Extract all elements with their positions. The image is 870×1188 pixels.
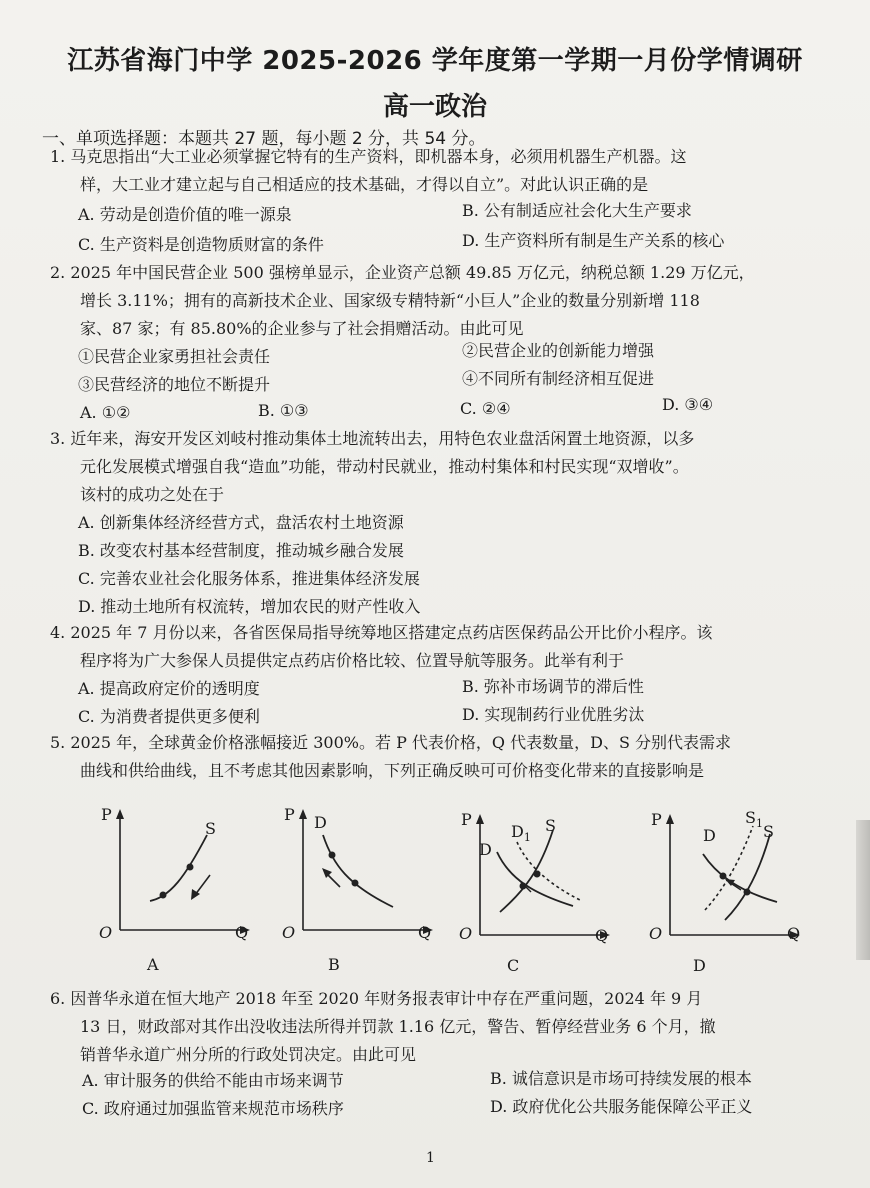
q3-option-a: A. 创新集体经济经营方式，盘活农村土地资源 [78, 513, 404, 532]
diagram-b-caption: B [328, 955, 340, 974]
diagram-d-s1-subscript: 1 [755, 817, 763, 831]
q2-option-b: B. ①③ [258, 401, 309, 420]
q1-option-c: C. 生产资料是创造物质财富的条件 [78, 235, 324, 254]
diagram-c-d1-letter: D [511, 822, 524, 841]
diagram-d [645, 808, 815, 975]
q4-option-c: C. 为消费者提供更多便利 [78, 707, 260, 726]
q2-stem-line-3: 家、87 家；有 85.80%的企业参与了社会捐赠活动。由此可见 [80, 319, 524, 338]
q2-stem-line-1: 2. 2025 年中国民营企业 500 强榜单显示，企业资产总额 49.85 万亿元，纳税总额 1.29 万亿元， [50, 263, 755, 282]
q2-option-c: C. ②④ [460, 399, 511, 418]
diagram-d-origin-label: O [649, 924, 663, 943]
diagram-b-q-label: Q [418, 923, 432, 942]
diagram-a [95, 805, 265, 974]
q4-option-a: A. 提高政府定价的透明度 [78, 679, 260, 698]
q3-option-d: D. 推动土地所有权流转，增加农民的财产性收入 [78, 597, 421, 616]
diagram-d-s1-label [745, 808, 763, 830]
page-number: 1 [426, 1150, 435, 1166]
diagram-d-p-label: P [651, 810, 662, 829]
diagram-c-q-label: Q [595, 926, 609, 945]
q3-stem-line-3: 该村的成功之处在于 [80, 485, 225, 504]
q2-item-1: ①民营企业家勇担社会责任 [78, 347, 271, 366]
q6-option-b: B. 诚信意识是市场可持续发展的根本 [490, 1069, 752, 1088]
q2-option-a: A. ①② [80, 403, 131, 422]
q3-stem-line-1: 3. 近年来，海安开发区刘岐村推动集体土地流转出去，用特色农业盘活闲置土地资源，以多 [50, 429, 695, 448]
q2-stem-line-2: 增长 3.11%；拥有的高新技术企业、国家级专精特新“小巨人”企业的数量分别新增 118 [80, 291, 700, 310]
q6-option-a: A. 审计服务的供给不能由市场来调节 [82, 1071, 344, 1090]
diagram-c-caption: C [507, 956, 520, 975]
q4-option-b: B. 弥补市场调节的滞后性 [462, 677, 644, 696]
q2-option-d: D. ③④ [662, 395, 714, 414]
q2-item-3: ③民营经济的地位不断提升 [78, 375, 271, 394]
diagram-c-p-label: P [461, 810, 472, 829]
q5-stem-line-1: 5. 2025 年，全球黄金价格涨幅接近 300%。若 P 代表价格，Q 代表数量，D、S 分别代表需求 [50, 733, 732, 752]
section-heading: 一、单项选择题：本题共 27 题，每小题 2 分，共 54 分。 [42, 129, 486, 149]
diagram-b-origin-label: O [282, 923, 296, 942]
q1-option-a: A. 劳动是创造价值的唯一源泉 [78, 205, 292, 224]
q1-stem-line-1: 1. 马克思指出“大工业必须掌握它特有的生产资料，即机器本身，必须用机器生产机器。这 [50, 147, 687, 166]
diagram-c-d1-subscript: 1 [523, 831, 531, 845]
q6-option-c: C. 政府通过加强监管来规范市场秩序 [82, 1099, 344, 1118]
diagram-c-s-label: S [545, 816, 556, 835]
q4-stem-line-2: 程序将为广大参保人员提供定点药店价格比较、位置导航等服务。此举有利于 [80, 651, 625, 670]
diagram-d-caption: D [693, 956, 706, 975]
page-edge-shadow [856, 820, 870, 960]
q1-option-b: B. 公有制适应社会化大生产要求 [462, 201, 692, 220]
diagram-a-origin-label: O [99, 923, 113, 942]
diagram-d-s1-letter: S [745, 808, 756, 827]
q6-stem-line-1: 6. 因普华永道在恒大地产 2018 年至 2020 年财务报表审计中存在严重问题，2024 年 9 月 [50, 989, 703, 1008]
diagram-c-d-label: D [479, 840, 492, 859]
q4-stem-line-1: 4. 2025 年 7 月份以来，各省医保局指导统筹地区搭建定点药店医保药品公开比价小程序。该 [50, 623, 713, 642]
diagram-d-d-label: D [703, 826, 716, 845]
q3-option-c: C. 完善农业社会化服务体系，推进集体经济发展 [78, 569, 420, 588]
q6-option-d: D. 政府优化公共服务能保障公平正义 [490, 1097, 753, 1116]
diagram-c [455, 810, 625, 975]
q3-stem-line-2: 元化发展模式增强自我“造血”功能，带动村民就业，推动村集体和村民实现“双增收”。 [80, 457, 689, 476]
diagram-a-s-label: S [205, 819, 216, 838]
diagram-c-d1-label [511, 822, 531, 844]
q5-stem-line-2: 曲线和供给曲线，且不考虑其他因素影响，下列正确反映可可价格变化带来的直接影响是 [80, 761, 705, 780]
diagram-b [278, 805, 448, 974]
diagram-a-p-label: P [101, 805, 112, 824]
diagram-b-p-label: P [284, 805, 295, 824]
q6-stem-line-2: 13 日，财政部对其作出没收违法所得并罚款 1.16 亿元，警告、暂停经营业务 6 个月，撤 [80, 1017, 716, 1036]
diagram-a-q-label: Q [235, 923, 249, 942]
q6-stem-line-3: 销普华永道广州分所的行政处罚决定。由此可见 [80, 1045, 417, 1064]
q1-stem-line-2: 样，大工业才建立起与自己相适应的技术基础，才得以自立”。对此认识正确的是 [80, 175, 649, 194]
q2-item-4: ④不同所有制经济相互促进 [462, 369, 655, 388]
diagram-b-d-label: D [314, 813, 327, 832]
exam-title: 江苏省海门中学 2025-2026 学年度第一学期一月份学情调研 [67, 46, 803, 76]
diagram-d-q-label: Q [787, 924, 801, 943]
diagram-c-origin-label: O [459, 924, 473, 943]
q1-option-d: D. 生产资料所有制是生产关系的核心 [462, 231, 725, 250]
q3-option-b: B. 改变农村基本经营制度，推动城乡融合发展 [78, 541, 404, 560]
diagram-d-s-label: S [763, 822, 774, 841]
q2-item-2: ②民营企业的创新能力增强 [462, 341, 655, 360]
exam-subject: 高一政治 [382, 92, 487, 122]
q4-option-d: D. 实现制药行业优胜劣汰 [462, 705, 645, 724]
diagram-a-caption: A [147, 955, 159, 974]
